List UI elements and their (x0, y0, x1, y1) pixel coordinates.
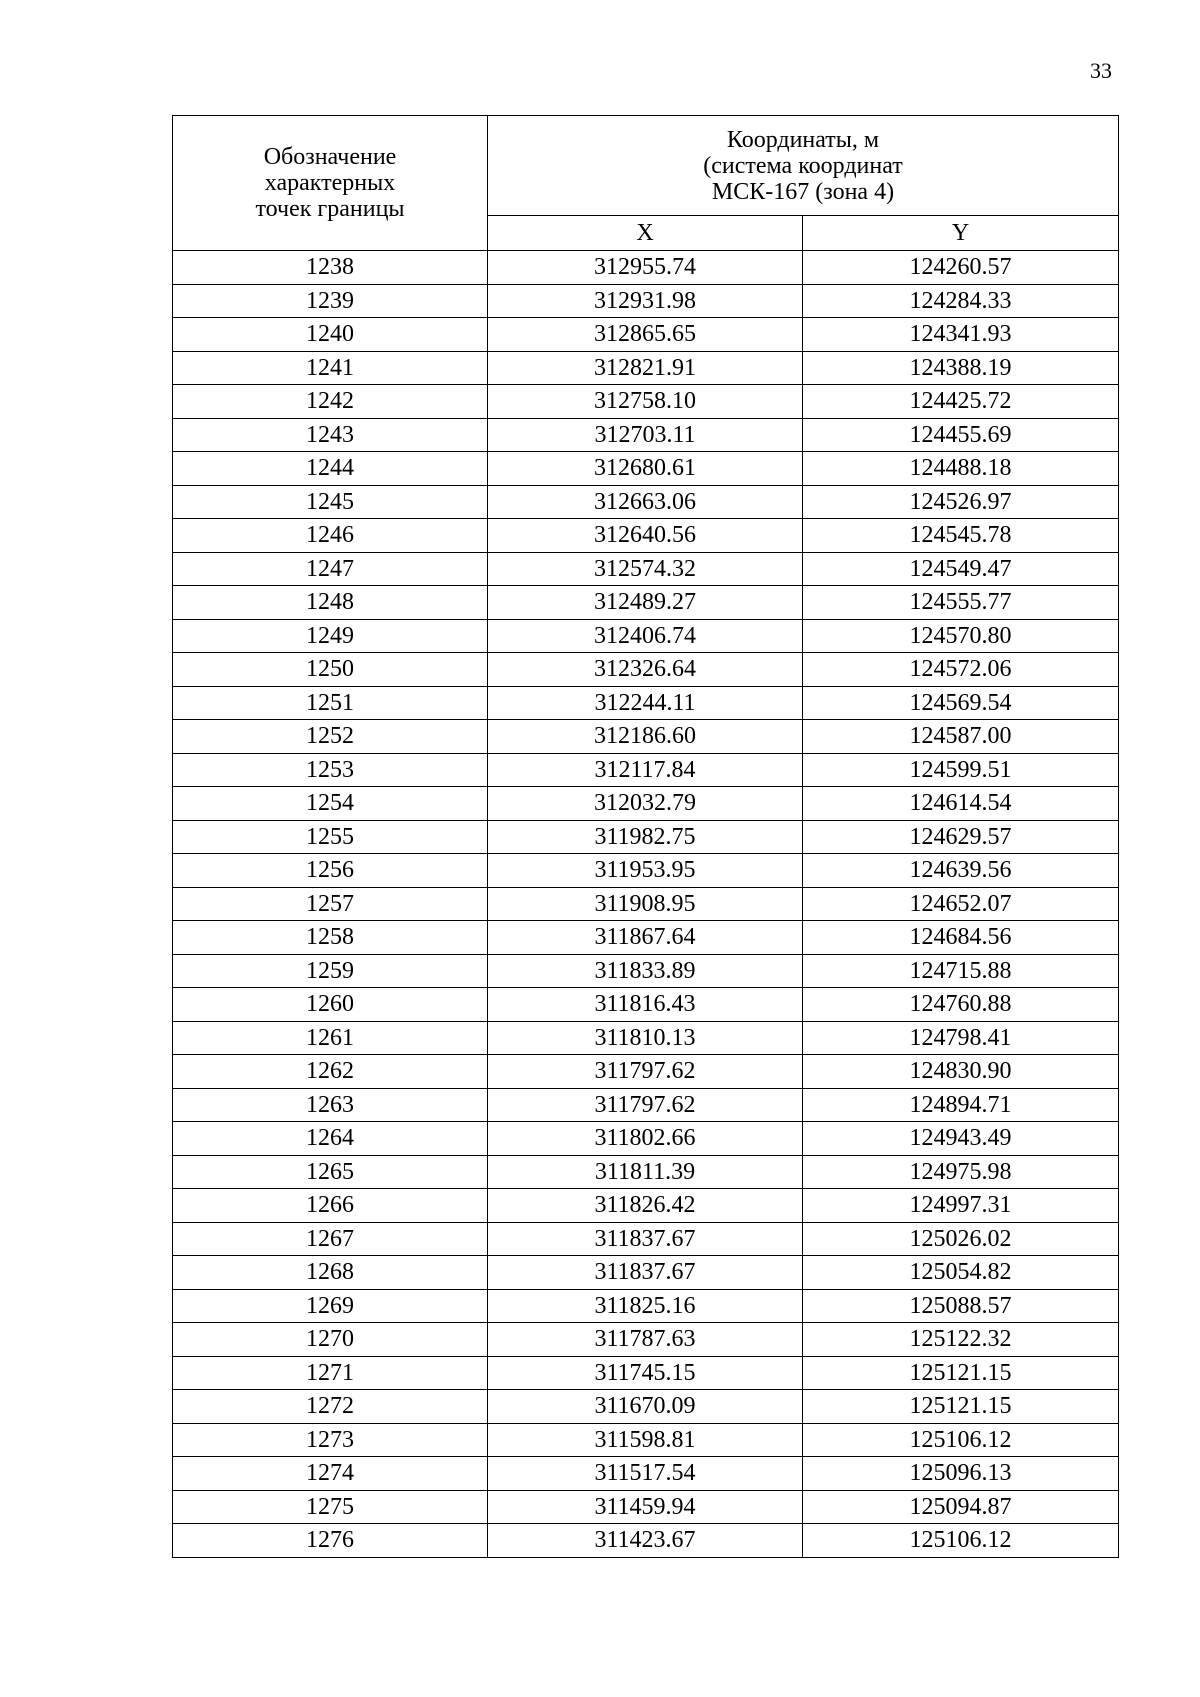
point-id-cell: 1247 (173, 552, 488, 586)
x-column-header: X (488, 216, 803, 251)
point-id-cell: 1244 (173, 452, 488, 486)
point-id-cell: 1246 (173, 519, 488, 553)
table-row (173, 686, 1119, 720)
point-id-cell: 1250 (173, 653, 488, 687)
table-row (173, 887, 1119, 921)
table-row (173, 1457, 1119, 1491)
x-coordinate-cell: 312758.10 (488, 385, 803, 419)
x-coordinate-cell: 312489.27 (488, 586, 803, 620)
y-coordinate-cell: 124599.51 (803, 753, 1119, 787)
y-coordinate-cell: 124570.80 (803, 619, 1119, 653)
point-id-cell: 1243 (173, 418, 488, 452)
x-coordinate-cell: 312244.11 (488, 686, 803, 720)
x-coordinate-cell: 311837.67 (488, 1222, 803, 1256)
table-row (173, 1356, 1119, 1390)
x-coordinate-cell: 311953.95 (488, 854, 803, 888)
y-coordinate-cell: 124614.54 (803, 787, 1119, 821)
x-coordinate-cell: 312865.65 (488, 318, 803, 352)
table-body (173, 251, 1119, 1558)
x-coordinate-cell: 311459.94 (488, 1490, 803, 1524)
table-row (173, 351, 1119, 385)
x-coordinate-cell: 311816.43 (488, 988, 803, 1022)
point-id-cell: 1252 (173, 720, 488, 754)
x-coordinate-cell: 312640.56 (488, 519, 803, 553)
point-designation-header (173, 116, 488, 251)
header-line: МСК-167 (зона 4) (711, 178, 895, 205)
point-id-cell: 1276 (173, 1524, 488, 1558)
point-id-cell: 1257 (173, 887, 488, 921)
x-coordinate-cell: 311802.66 (488, 1122, 803, 1156)
x-coordinate-cell: 311517.54 (488, 1457, 803, 1491)
header-line: Координаты, м (726, 126, 880, 153)
header-line: Обозначение (263, 144, 397, 170)
table-row (173, 1021, 1119, 1055)
table-row (173, 854, 1119, 888)
table-row (173, 921, 1119, 955)
table-row (173, 284, 1119, 318)
point-id-cell: 1262 (173, 1055, 488, 1089)
x-coordinate-cell: 312931.98 (488, 284, 803, 318)
y-coordinate-cell: 124341.93 (803, 318, 1119, 352)
header-line: точек границы (255, 196, 405, 222)
x-coordinate-cell: 311867.64 (488, 921, 803, 955)
point-id-cell: 1238 (173, 251, 488, 285)
table-row (173, 1423, 1119, 1457)
x-coordinate-cell: 312680.61 (488, 452, 803, 486)
y-coordinate-cell: 125106.12 (803, 1524, 1119, 1558)
y-coordinate-cell: 124488.18 (803, 452, 1119, 486)
y-coordinate-cell: 125121.15 (803, 1356, 1119, 1390)
point-id-cell: 1259 (173, 954, 488, 988)
x-coordinate-cell: 311826.42 (488, 1189, 803, 1223)
point-id-cell: 1271 (173, 1356, 488, 1390)
y-coordinate-cell: 124684.56 (803, 921, 1119, 955)
y-coordinate-cell: 124545.78 (803, 519, 1119, 553)
point-id-cell: 1260 (173, 988, 488, 1022)
table-row (173, 552, 1119, 586)
table-row (173, 1524, 1119, 1558)
x-coordinate-cell: 312326.64 (488, 653, 803, 687)
point-id-cell: 1263 (173, 1088, 488, 1122)
x-coordinate-cell: 311797.62 (488, 1088, 803, 1122)
x-coordinate-cell: 311787.63 (488, 1323, 803, 1357)
table-row (173, 1323, 1119, 1357)
x-coordinate-cell: 312032.79 (488, 787, 803, 821)
table-row (173, 1490, 1119, 1524)
point-id-cell: 1275 (173, 1490, 488, 1524)
table-row (173, 988, 1119, 1022)
table-header (173, 116, 1119, 251)
y-coordinate-cell: 125094.87 (803, 1490, 1119, 1524)
point-id-cell: 1258 (173, 921, 488, 955)
x-coordinate-cell: 312703.11 (488, 418, 803, 452)
point-id-cell: 1248 (173, 586, 488, 620)
x-coordinate-cell: 311797.62 (488, 1055, 803, 1089)
x-coordinate-cell: 311825.16 (488, 1289, 803, 1323)
page-number: 33 (1090, 58, 1112, 83)
point-id-cell: 1264 (173, 1122, 488, 1156)
point-id-cell: 1274 (173, 1457, 488, 1491)
x-coordinate-cell: 312406.74 (488, 619, 803, 653)
x-coordinate-cell: 311810.13 (488, 1021, 803, 1055)
x-coordinate-cell: 312186.60 (488, 720, 803, 754)
y-coordinate-cell: 124526.97 (803, 485, 1119, 519)
x-coordinate-cell: 312821.91 (488, 351, 803, 385)
table-row (173, 251, 1119, 285)
y-coordinate-cell: 124894.71 (803, 1088, 1119, 1122)
x-coordinate-cell: 311423.67 (488, 1524, 803, 1558)
y-coordinate-cell: 124830.90 (803, 1055, 1119, 1089)
table-row (173, 385, 1119, 419)
table-row (173, 753, 1119, 787)
table-row (173, 485, 1119, 519)
point-id-cell: 1239 (173, 284, 488, 318)
point-id-cell: 1267 (173, 1222, 488, 1256)
table-row (173, 1222, 1119, 1256)
y-coordinate-cell: 124943.49 (803, 1122, 1119, 1156)
table-row (173, 820, 1119, 854)
y-coordinate-cell: 124549.47 (803, 552, 1119, 586)
y-coordinate-cell: 125096.13 (803, 1457, 1119, 1491)
table-row (173, 586, 1119, 620)
x-coordinate-cell: 311908.95 (488, 887, 803, 921)
y-coordinate-cell: 124455.69 (803, 418, 1119, 452)
y-column-header: Y (803, 216, 1119, 251)
table-row (173, 418, 1119, 452)
point-id-cell: 1254 (173, 787, 488, 821)
y-coordinate-cell: 124975.98 (803, 1155, 1119, 1189)
x-coordinate-cell: 311833.89 (488, 954, 803, 988)
x-coordinate-cell: 311598.81 (488, 1423, 803, 1457)
coordinates-header (488, 116, 1119, 216)
table-row (173, 1122, 1119, 1156)
y-coordinate-cell: 124555.77 (803, 586, 1119, 620)
y-coordinate-cell: 124629.57 (803, 820, 1119, 854)
table-row (173, 452, 1119, 486)
table-row (173, 720, 1119, 754)
y-coordinate-cell: 124587.00 (803, 720, 1119, 754)
y-coordinate-cell: 124284.33 (803, 284, 1119, 318)
x-coordinate-cell: 312117.84 (488, 753, 803, 787)
y-coordinate-cell: 124569.54 (803, 686, 1119, 720)
y-coordinate-cell: 125054.82 (803, 1256, 1119, 1290)
point-id-cell: 1273 (173, 1423, 488, 1457)
table-row (173, 519, 1119, 553)
table-row (173, 787, 1119, 821)
coordinates-table (172, 115, 1119, 1558)
y-coordinate-cell: 124388.19 (803, 351, 1119, 385)
header-line: характерных (264, 170, 396, 196)
point-id-cell: 1265 (173, 1155, 488, 1189)
y-coordinate-cell: 124260.57 (803, 251, 1119, 285)
x-coordinate-cell: 311837.67 (488, 1256, 803, 1290)
y-coordinate-cell: 124572.06 (803, 653, 1119, 687)
point-id-cell: 1249 (173, 619, 488, 653)
x-coordinate-cell: 312955.74 (488, 251, 803, 285)
point-id-cell: 1245 (173, 485, 488, 519)
x-coordinate-cell: 311670.09 (488, 1390, 803, 1424)
point-id-cell: 1270 (173, 1323, 488, 1357)
table-row (173, 318, 1119, 352)
point-id-cell: 1255 (173, 820, 488, 854)
x-coordinate-cell: 311745.15 (488, 1356, 803, 1390)
table-row (173, 1088, 1119, 1122)
y-coordinate-cell: 124997.31 (803, 1189, 1119, 1223)
x-coordinate-cell: 311811.39 (488, 1155, 803, 1189)
x-coordinate-cell: 312574.32 (488, 552, 803, 586)
point-id-cell: 1256 (173, 854, 488, 888)
point-id-cell: 1253 (173, 753, 488, 787)
point-id-cell: 1266 (173, 1189, 488, 1223)
x-coordinate-cell: 312663.06 (488, 485, 803, 519)
table-row (173, 1256, 1119, 1290)
point-id-cell: 1240 (173, 318, 488, 352)
table-row (173, 954, 1119, 988)
y-coordinate-cell: 125088.57 (803, 1289, 1119, 1323)
y-coordinate-cell: 125122.32 (803, 1323, 1119, 1357)
y-coordinate-cell: 125026.02 (803, 1222, 1119, 1256)
y-coordinate-cell: 124425.72 (803, 385, 1119, 419)
table-row (173, 619, 1119, 653)
y-coordinate-cell: 124798.41 (803, 1021, 1119, 1055)
point-id-cell: 1261 (173, 1021, 488, 1055)
table-row (173, 1155, 1119, 1189)
point-id-cell: 1272 (173, 1390, 488, 1424)
y-coordinate-cell: 125121.15 (803, 1390, 1119, 1424)
point-id-cell: 1242 (173, 385, 488, 419)
table-row (173, 1390, 1119, 1424)
y-coordinate-cell: 124652.07 (803, 887, 1119, 921)
table-row (173, 1289, 1119, 1323)
point-id-cell: 1241 (173, 351, 488, 385)
y-coordinate-cell: 124639.56 (803, 854, 1119, 888)
point-id-cell: 1269 (173, 1289, 488, 1323)
y-coordinate-cell: 125106.12 (803, 1423, 1119, 1457)
header-line: (система координат (703, 152, 903, 179)
point-id-cell: 1251 (173, 686, 488, 720)
table-row (173, 653, 1119, 687)
table-row (173, 1055, 1119, 1089)
x-coordinate-cell: 311982.75 (488, 820, 803, 854)
y-coordinate-cell: 124715.88 (803, 954, 1119, 988)
point-id-cell: 1268 (173, 1256, 488, 1290)
table-row (173, 1189, 1119, 1223)
y-coordinate-cell: 124760.88 (803, 988, 1119, 1022)
